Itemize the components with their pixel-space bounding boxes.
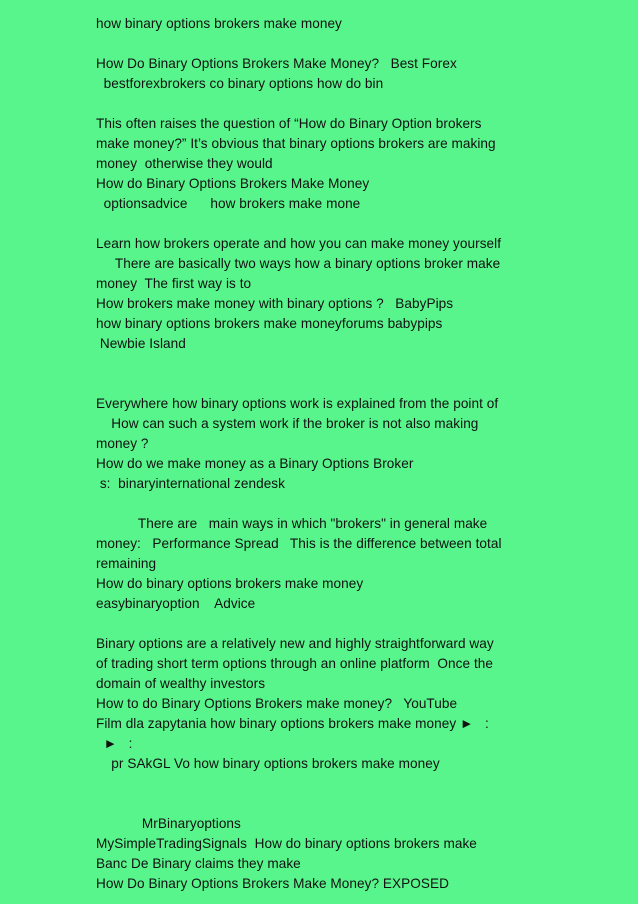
document-body xyxy=(96,14,626,894)
text-line: How to do Binary Options Brokers make money? YouTube xyxy=(96,696,458,711)
blank-line xyxy=(96,34,626,54)
text-line: Binary options are a relatively new and highly straightforward way xyxy=(96,636,494,651)
text-line: How Do Binary Options Brokers Make Money? Best Forex xyxy=(96,56,457,71)
text-line: of trading short term options through an online platform Once the xyxy=(96,656,493,671)
text-line: Newbie Island xyxy=(96,336,186,351)
blank-line xyxy=(96,374,626,394)
text-line: domain of wealthy investors xyxy=(96,676,266,691)
text-line: Learn how brokers operate and how you can make money yourself xyxy=(96,236,502,251)
blank-line xyxy=(96,354,626,374)
text-line: How brokers make money with binary options ? BabyPips xyxy=(96,296,454,311)
text-line: MrBinaryoptions xyxy=(96,816,241,831)
blank-line xyxy=(96,614,626,634)
text-line: s: binaryinternational zendesk xyxy=(96,476,285,491)
text-line: This often raises the question of “How do Binary Option brokers xyxy=(96,116,482,131)
text-line: pr SAkGL Vo how binary options brokers make money xyxy=(96,756,440,771)
text-line: There are basically two ways how a binary options broker make xyxy=(96,256,501,271)
blank-line xyxy=(96,214,626,234)
text-line: remaining xyxy=(96,556,157,571)
text-line: make money?” It’s obvious that binary options brokers are making xyxy=(96,136,496,151)
text-line: MySimpleTradingSignals How do binary options brokers make xyxy=(96,836,477,851)
text-line: How do we make money as a Binary Options Broker xyxy=(96,456,414,471)
text-line: ► : xyxy=(96,736,133,751)
text-line: money ? xyxy=(96,436,149,451)
text-line: easybinaryoption Advice xyxy=(96,596,256,611)
text-line: How do binary options brokers make money xyxy=(96,576,364,591)
text-line: Everywhere how binary options work is explained from the point of xyxy=(96,396,499,411)
blank-line xyxy=(96,494,626,514)
text-line: How Do Binary Options Brokers Make Money? EXPOSED xyxy=(96,876,449,891)
blank-line xyxy=(96,774,626,794)
text-line: money The first way is to xyxy=(96,276,252,291)
text-line: How can such a system work if the broker is not also making xyxy=(96,416,479,431)
text-line: money: Performance Spread This is the difference between total xyxy=(96,536,502,551)
text-line: money otherwise they would xyxy=(96,156,273,171)
text-line: how binary options brokers make moneyforums babypips xyxy=(96,316,443,331)
text-line: Banc De Binary claims they make xyxy=(96,856,301,871)
blank-line xyxy=(96,94,626,114)
text-line: How do Binary Options Brokers Make Money xyxy=(96,176,370,191)
text-line: Film dla zapytania how binary options brokers make money ► : xyxy=(96,716,489,731)
text-line: There are main ways in which "brokers" in general make xyxy=(96,516,488,531)
text-line: bestforexbrokers co binary options how do bin xyxy=(96,76,384,91)
blank-line xyxy=(96,794,626,814)
text-line: optionsadvice how brokers make mone xyxy=(96,196,361,211)
text-line: how binary options brokers make money xyxy=(96,16,342,31)
